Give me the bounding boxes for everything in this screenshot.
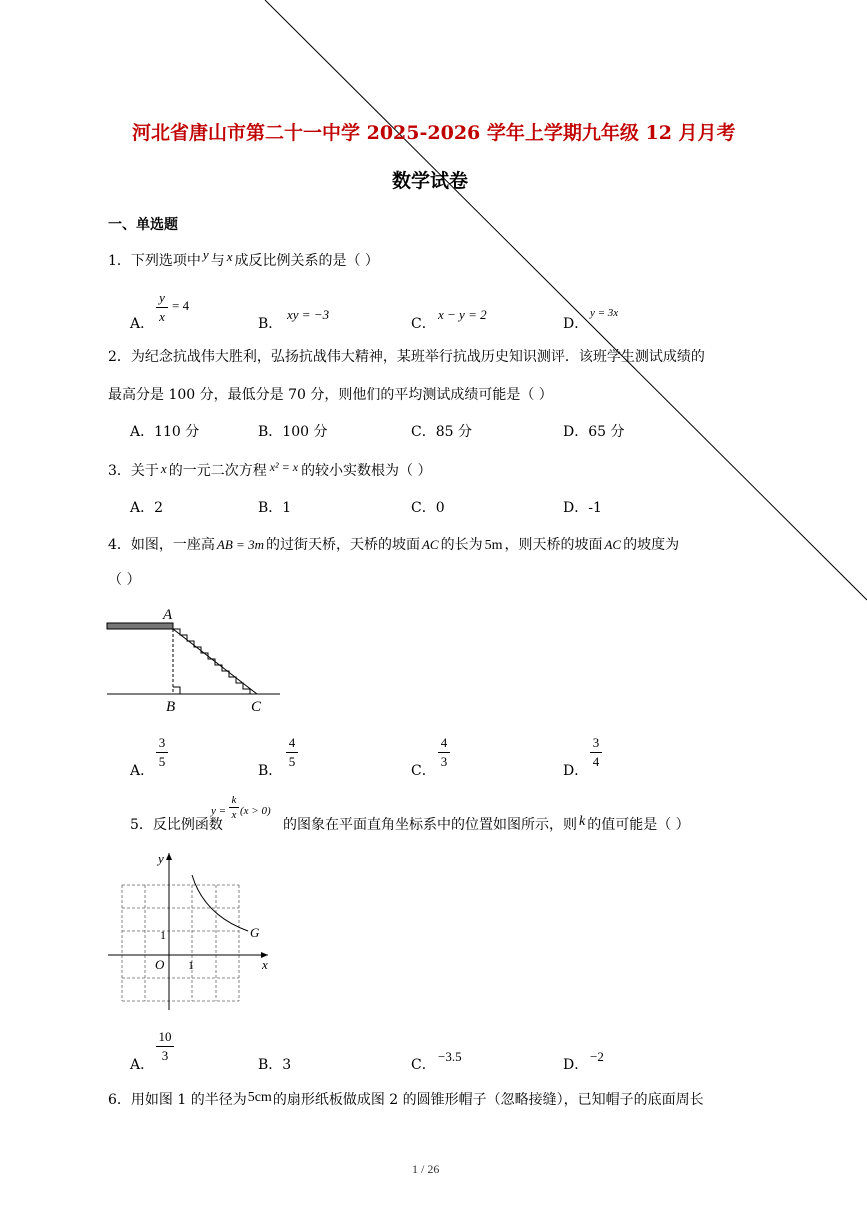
q4-option-d-label: D． bbox=[563, 763, 589, 779]
y-unit-label: 1 bbox=[160, 928, 166, 942]
q5-function-condition: (x > 0) bbox=[240, 805, 271, 817]
q3-option-c: C．0 bbox=[411, 500, 445, 516]
question-1: 1．下列选项中 y 与 x 成反比例关系的是（ ） bbox=[108, 247, 379, 269]
question-2-line-1: 2．为纪念抗战伟大胜利，弘扬抗战伟大精神，某班举行抗战历史知识测评．该班学生测试成绩的 bbox=[108, 349, 705, 365]
q5-option-a-label: A． bbox=[130, 1057, 155, 1073]
y-axis-label: y bbox=[158, 851, 164, 866]
q2-option-c: C．85 分 bbox=[411, 424, 472, 440]
q5-option-a-fraction: 10 3 bbox=[156, 1029, 174, 1064]
q5-option-d-expr: −2 bbox=[590, 1049, 604, 1064]
coordinate-figure bbox=[100, 845, 280, 1015]
q5-option-d-label: D． bbox=[563, 1057, 589, 1073]
question-4-line-2: （ ） bbox=[108, 572, 141, 588]
bridge-figure bbox=[100, 600, 290, 715]
x-axis-label: x bbox=[262, 957, 268, 972]
section-heading: 一、单选题 bbox=[108, 217, 178, 233]
q1-option-c-label: C． bbox=[411, 316, 436, 332]
q5-option-b: B．3 bbox=[258, 1057, 292, 1073]
origin-label: O bbox=[155, 957, 165, 972]
q5-option-c-expr: −3.5 bbox=[438, 1049, 462, 1064]
question-5-prefix: 5．反比例函数 bbox=[130, 817, 223, 833]
curve-g-label: G bbox=[250, 925, 260, 940]
q4-option-a-fraction: 3 5 bbox=[156, 735, 168, 770]
page-subtitle: 数学试卷 bbox=[392, 170, 469, 192]
question-3: 3．关于 x 的一元二次方程 x² = x 的较小实数根为（ ） bbox=[108, 460, 432, 479]
q1-option-d-label: D． bbox=[563, 316, 589, 332]
q2-option-a: A．110 分 bbox=[130, 424, 200, 440]
q4-option-b-label: B． bbox=[258, 763, 283, 779]
q3-option-a: A．2 bbox=[130, 500, 164, 516]
q4-option-a-label: A． bbox=[130, 763, 155, 779]
q1-option-a-tail: = 4 bbox=[172, 298, 190, 313]
q4-option-c-fraction: 4 3 bbox=[438, 735, 450, 770]
q1-option-c-expr: x − y = 2 bbox=[438, 307, 487, 322]
q1-option-b-label: B． bbox=[258, 316, 283, 332]
q4-option-c-label: C． bbox=[411, 763, 436, 779]
q1-option-b-expr: xy = −3 bbox=[287, 307, 330, 322]
x-unit-label: 1 bbox=[188, 958, 194, 972]
q1-option-a-fraction: y x bbox=[156, 290, 168, 325]
page-title: 河北省唐山市第二十一中学 2025-2026 学年上学期九年级 12 月月考 bbox=[132, 122, 736, 144]
q3-option-d: D．-1 bbox=[563, 500, 602, 516]
question-5-rest: 的图象在平面直角坐标系中的位置如图所示，则 k 的值可能是（ ） bbox=[283, 814, 690, 833]
q4-option-b-fraction: 4 5 bbox=[286, 735, 298, 770]
page-number: 1 / 26 bbox=[412, 1162, 440, 1176]
q1-option-d-expr: y = 3x bbox=[590, 307, 619, 319]
q3-option-b: B．1 bbox=[258, 500, 292, 516]
point-b-label: B bbox=[166, 699, 176, 715]
q4-option-d-fraction: 3 4 bbox=[590, 735, 602, 770]
q5-function-fraction: k x bbox=[229, 794, 239, 821]
point-c-label: C bbox=[251, 699, 262, 715]
question-2-line-2: 最高分是 100 分，最低分是 70 分，则他们的平均测试成绩可能是（ ） bbox=[108, 387, 553, 403]
q2-option-b: B．100 分 bbox=[258, 424, 328, 440]
q1-option-a-label: A． bbox=[130, 316, 155, 332]
q5-option-c-label: C． bbox=[411, 1057, 436, 1073]
question-4-line-1: 4．如图，一座高 AB = 3m 的过街天桥，天桥的坡面 AC 的长为 5m ，则天桥的坡面 AC 的坡度为 bbox=[108, 537, 680, 553]
q2-option-d: D．65 分 bbox=[563, 424, 625, 440]
point-a-label: A bbox=[163, 607, 173, 623]
question-6: 6．用如图 1 的半径为5cm的扇形纸板做成图 2 的圆锥形帽子（忽略接缝），已知帽子的底面周长 bbox=[108, 1090, 704, 1108]
q5-function-left: y = bbox=[211, 805, 227, 817]
